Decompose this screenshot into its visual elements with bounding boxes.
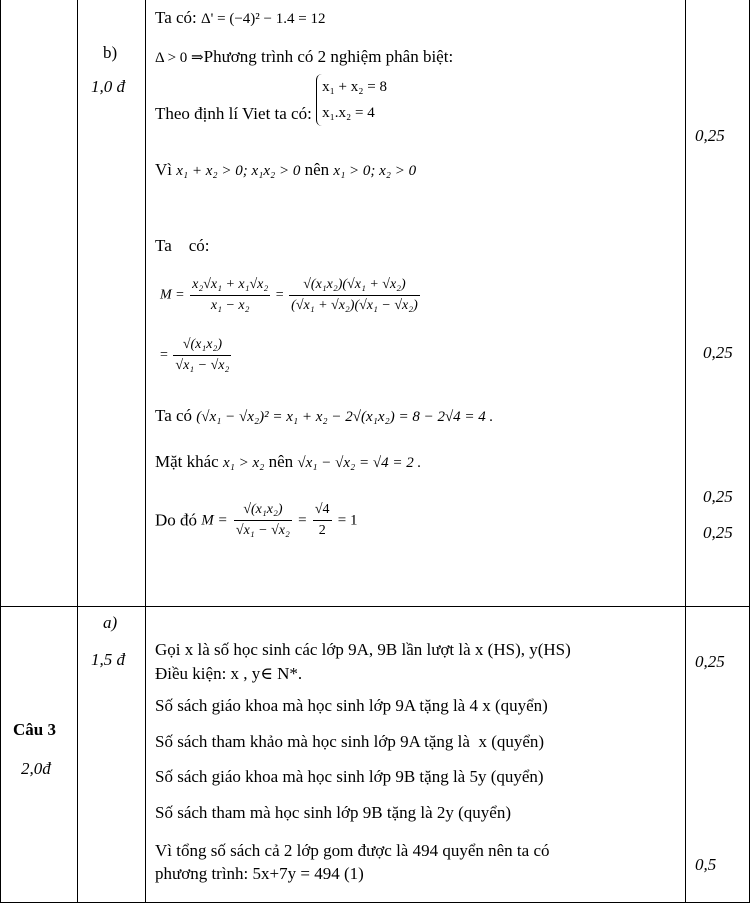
part-label-a: a) [103, 613, 118, 632]
m-label: M = [160, 287, 185, 303]
part-points-a: 1,5 đ [91, 650, 125, 669]
column-divider-2 [145, 0, 146, 903]
therefore-m-label: M = [201, 512, 228, 529]
table-border-left [0, 0, 1, 903]
solution-line-5: Số sách giáo khoa mà học sinh lớp 9B tặng là 5y (quyển) [155, 767, 544, 786]
m-fraction-1 [190, 275, 270, 316]
column-divider-1 [77, 0, 78, 903]
because-connector: nên [304, 160, 330, 179]
x1-greater-formula: x₁ > x₂ [222, 455, 265, 471]
part-points-b: 1,0 đ [91, 77, 125, 96]
solution-line-4: Số sách tham khảo mà học sinh lớp 9A tặng là x (quyển) [155, 732, 545, 751]
m-fraction-3 [173, 335, 231, 376]
therefore-fraction-1-numerator: √(x₁x₂) [234, 500, 292, 521]
score-2: 0,25 [703, 343, 733, 362]
question-points: 2,0đ [21, 759, 51, 778]
question-label: Câu 3 [13, 720, 56, 739]
delta-line [155, 8, 325, 29]
score-3: 0,25 [703, 487, 733, 506]
m-fraction-1-numerator: x₂√x₁ + x₁√x₂ [190, 275, 270, 296]
m-fraction-2 [289, 275, 420, 316]
m-fraction-3-numerator: √(x₁x₂) [173, 335, 231, 356]
delta-formula: Δ' = (−4)² − 1.4 = 12 [201, 11, 326, 27]
column-divider-3 [685, 0, 686, 903]
sum-product-positive-formula: x₁ + x₂ > 0; x₁x₂ > 0 [176, 163, 301, 179]
solution-line-8: phương trình: 5x+7y = 494 (1) [155, 864, 364, 883]
row-divider [0, 606, 750, 607]
other-connector: nên [268, 452, 294, 471]
viet-system [316, 74, 387, 126]
score-6: 0,5 [695, 855, 717, 874]
because-label: Vì [155, 160, 172, 179]
m-expression: M = $\frac{\text{x₂√x₁ + x₁√x₂}}{\text{x₁ − x₂}}$ = $\frac{\text{√(x₁x₂)(√x₁ + √x₂)}}{\text{(√x₁ + √x₂)(√x₁ − √x₂)}}$ [160, 275, 422, 316]
other-label: Mặt khác [155, 452, 219, 471]
solution-line-3: Số sách giáo khoa mà học sinh lớp 9A tặng là 4 x (quyển) [155, 696, 548, 715]
therefore-fraction-1-denominator: √x₁ − √x₂ [235, 523, 290, 538]
m-fraction-2-numerator: √(x₁x₂)(√x₁ + √x₂) [289, 275, 420, 296]
positivity-line [155, 160, 416, 181]
delta-label: Ta có: [155, 8, 197, 27]
m-fraction-1-denominator: x₁ − x₂ [210, 298, 250, 313]
solution-line-7: Vì tổng số sách cả 2 lớp gom được là 494 quyển nên ta có [155, 841, 550, 860]
viet-line [155, 79, 387, 140]
square-line [155, 406, 493, 427]
score-5: 0,25 [695, 652, 725, 671]
solution-line-6: Số sách tham mà học sinh lớp 9B tặng là 2y (quyển) [155, 803, 512, 822]
therefore-fraction-2-numerator: √4 [313, 500, 332, 521]
therefore-fraction-2 [313, 500, 332, 541]
part-label-b: b) [103, 43, 118, 62]
m-fraction-3-denominator: √x₁ − √x₂ [175, 358, 230, 373]
two-roots-text: Phương trình có 2 nghiệm phân biệt: [203, 47, 454, 66]
solution-line-1: Gọi x là số học sinh các lớp 9A, 9B lần lượt là x (HS), y(HS) [155, 640, 571, 659]
therefore-label: Do đó [155, 510, 198, 530]
m-simplified: = $\frac{\text{√(x₁x₂)}}{\text{√x₁ − √x₂}}$ [160, 335, 233, 376]
solution-line-2: Điều kiện: x , y∈ N*. [155, 664, 303, 683]
viet-equation-2: x₁.x₂ = 4 [322, 105, 375, 121]
viet-equation-1: x₁ + x₂ = 8 [322, 79, 387, 95]
score-4: 0,25 [703, 523, 733, 542]
delta-positive-formula: Δ > 0 ⇒ [155, 50, 204, 66]
two-roots-line [155, 47, 453, 68]
m-fraction-2-denominator: (√x₁ + √x₂)(√x₁ − √x₂) [291, 298, 418, 313]
therefore-result: = 1 [337, 512, 358, 529]
other-line [155, 452, 421, 473]
taco-label: Ta có: [155, 236, 210, 255]
conclusion-line: Do đó M = $\frac{\text{√(x₁x₂)}}{\text{√x₁ − √x₂}}$ = $\frac{√4}{2}$ = 1 [155, 500, 358, 541]
roots-positive-formula: x₁ > 0; x₂ > 0 [333, 163, 417, 179]
viet-label: Theo định lí Viet ta có: [155, 104, 312, 123]
square-formula: (√x₁ − √x₂)² = x₁ + x₂ − 2√(x₁x₂) = 8 − 2√4 = 4 . [196, 409, 494, 425]
therefore-fraction-1 [234, 500, 292, 541]
taco2-label: Ta có [155, 406, 193, 425]
score-1: 0,25 [695, 126, 725, 145]
sqrt-difference-formula: √x₁ − √x₂ = √4 = 2 . [297, 455, 422, 471]
therefore-fraction-2-denominator: 2 [318, 523, 326, 538]
